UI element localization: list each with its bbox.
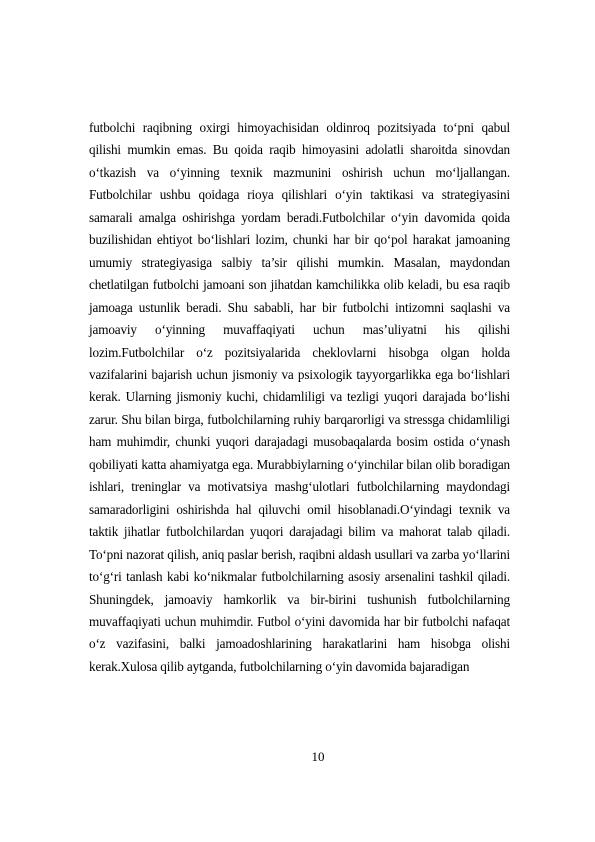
- body-paragraph: futbolchi raqibning oxirgi himoyachisidan oldinroq pozitsiyada to‘pni qabul qilishi mumkin emas. Bu qoida raqib himoyasini adolatli sharoitda sinovdan o‘tkazish va o‘yinning texnik mazmunini oshirish uchun mo‘ljallangan. Futbolchilar ushbu qoidaga rioya qilishlari o‘yin taktikasi va strategiyasini samarali amalga oshirishga yordam beradi.Futbolchilar o‘yin davomida qoida buzilishidan ehtiyot bo‘lishlari lozim, chunki har bir qo‘pol harakat jamoaning umumiy strategiyasiga salbiy ta’sir qilishi mumkin. Masalan, maydondan chetlatilgan futbolchi jamoani son jihatdan kamchilikka olib keladi, bu esa raqib jamoaga ustunlik beradi. Shu sababli, har bir futbolchi intizomni saqlashi va jamoaviy o‘yinning muvaffaqiyati uchun mas’uliyatni his qilishi lozim.Futbolchilar o‘z pozitsiyalarida cheklovlarni hisobga olgan holda vazifalarini bajarish uchun jismoniy va psixologik tayyorgarlikka ega bo‘lishlari kerak. Ularning jismoniy kuchi, chidamliligi va tezligi yuqori darajada bo‘lishi zarur. Shu bilan birga, futbolchilarning ruhiy barqarorligi va stressga chidamliligi ham muhimdir, chunki yuqori darajadagi musobaqalarda bosim ostida o‘ynash qobiliyati katta ahamiyatga ega. Murabbiylarning o‘yinchilar bilan olib boradigan ishlari, treninglar va motivatsiya mashg‘ulotlari futbolchilarning maydondagi samaradorligini oshirishda hal qiluvchi omil hisoblanadi.O‘yindagi texnik va taktik jihatlar futbolchilardan yuqori darajadagi bilim va mahorat talab qiladi. To‘pni nazorat qilish, aniq paslar berish, raqibni aldash usullari va zarba yo‘llarini to‘g‘ri tanlash kabi ko‘nikmalar futbolchilarning asosiy arsenalini tashkil qiladi. Shuningdek, jamoaviy hamkorlik va bir-birini tushunish futbolchilarning muvaffaqiyati uchun muhimdir. Futbol o‘yini davomida har bir futbolchi nafaqat o‘z vazifasini, balki jamoadoshlarining harakatlarini ham hisobga olishi kerak.Xulosa qilib aytganda, futbolchilarning o‘yin davomida bajaradigan: [89, 120, 510, 674]
- page-number: 10: [311, 749, 325, 764]
